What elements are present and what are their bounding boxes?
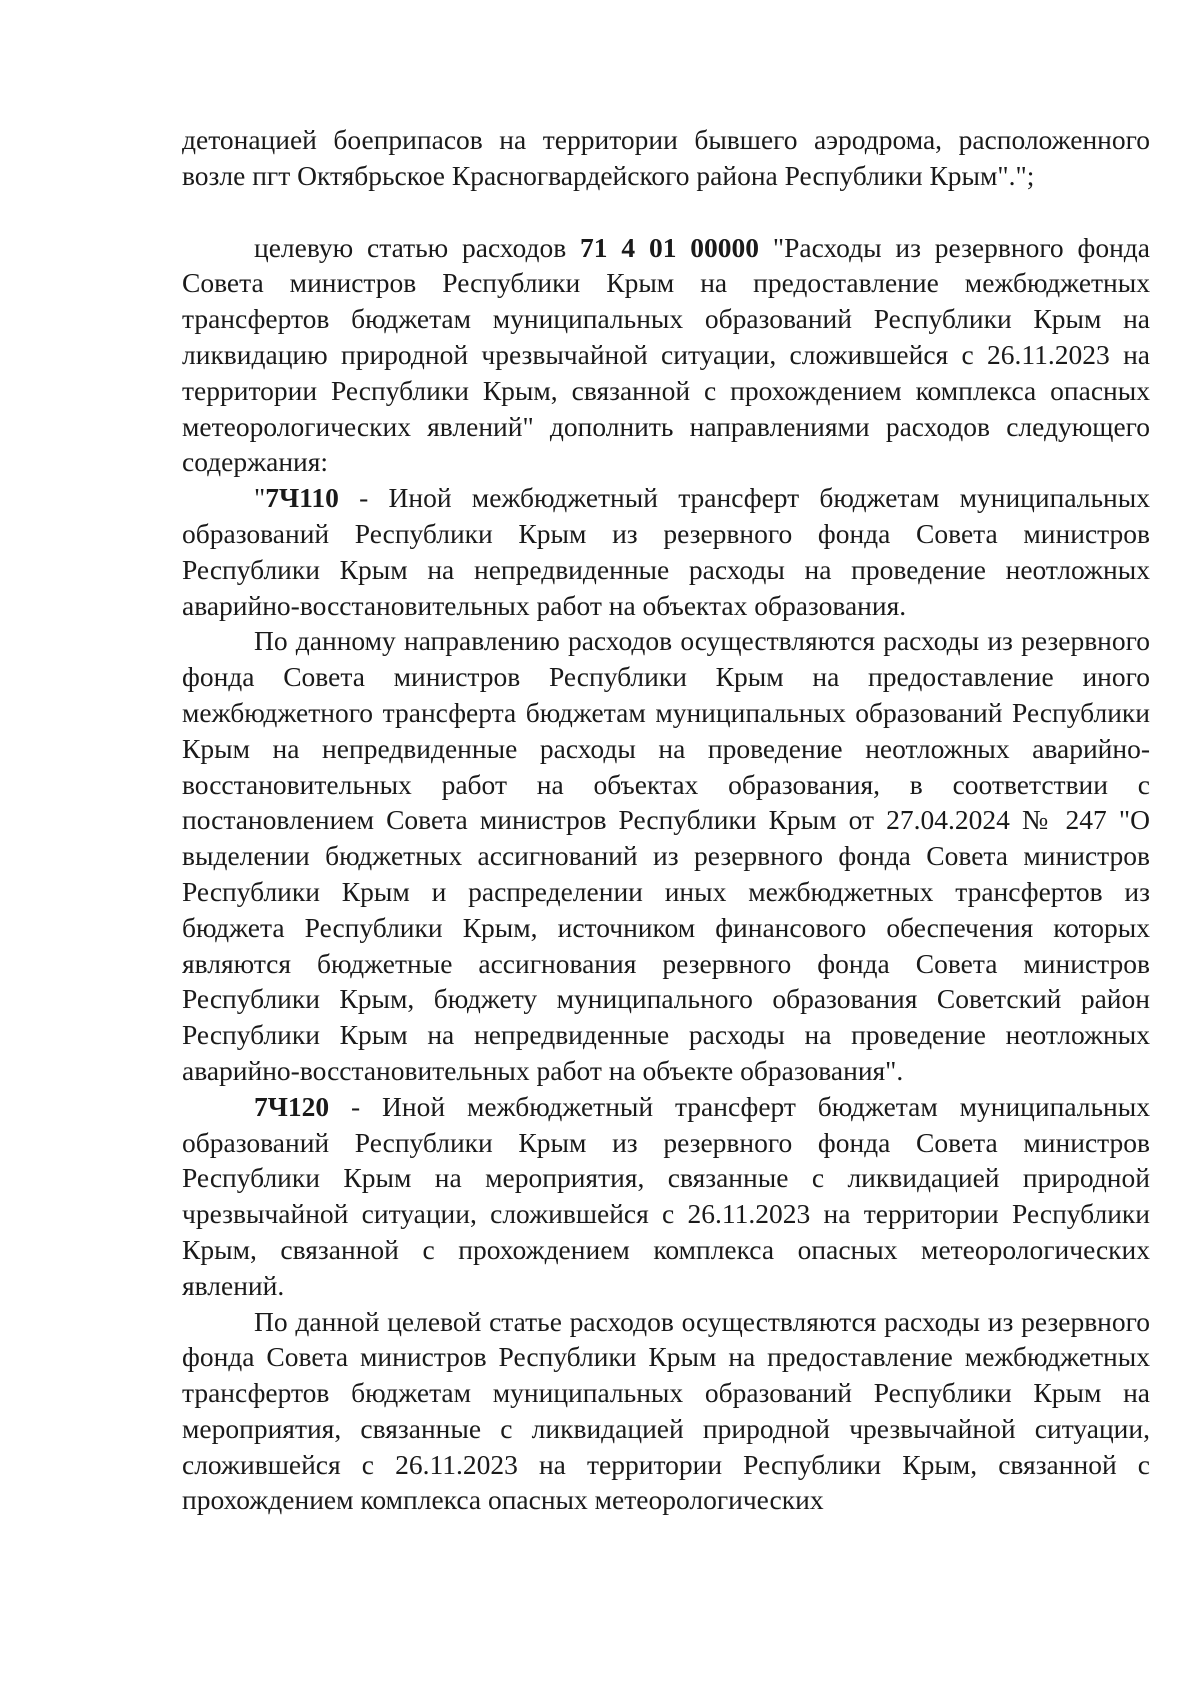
direction-code: 7Ч120 [254,1090,330,1122]
budget-code: 71 4 01 00000 [580,231,760,263]
direction-code: 7Ч110 [265,482,339,514]
paragraph-text: - Иной межбюджетный трансферт бюджетам муниципальных образований Республики Крым из резервного фонда Совета министров Республики Крым на мероприятия, связанные с ликвидацией природной чрезвычайной ситуации, сложившейся с 26.11.2023 на территории Республики Крым, связанной с прохождением комплекса опасных метеорологических явлений. [182,1090,1150,1301]
paragraph-target-article [182,230,1150,481]
paragraph-text: По данной целевой статье расходов осуществляются расходы из резервного фонда Совета министров Республики Крым на предоставление межбюджетных трансфертов бюджетам муниципальных образований Республики Крым на мероприятия, связанные с ликвидацией природной чрезвычайной ситуации, сложившейся с 26.11.2023 на территории Республики Крым, связанной с прохождением комплекса опасных метеорологических [182,1305,1150,1516]
paragraph-aerodrome-continuation [182,122,1150,194]
opening-quote: " [254,482,266,514]
paragraph-text: По данному направлению расходов осуществляются расходы из резервного фонда Совета министров Республики Крым на предоставление иного межбюджетного трансферта бюджетам муниципальных образований Республики Крым на непредвиденные расходы на проведение неотложных аварийно-восстановительных работ на объектах образования, в соответствии с постановлением Совета министров Республики Крым от 27.04.2024 № 247 "О выделении бюджетных ассигнований из резервного фонда Совета министров Республики Крым и распределении иных межбюджетных трансфертов из бюджета Республики Крым, источником финансового обеспечения которых являются бюджетные ассигнования резервного фонда Совета министров Республики Крым, бюджету муниципального образования Советский район Республики Крым на непредвиденные расходы на проведение неотложных аварийно-восстановительных работ на объекте образования". [182,625,1150,1086]
paragraph-direction-7ch110-details [182,623,1150,1088]
paragraph-direction-7ch120 [182,1089,1150,1304]
paragraph-direction-7ch120-details [182,1304,1150,1519]
document-body [182,122,1150,1518]
paragraph-text: "Расходы из резервного фонда Совета министров Республики Крым на предоставление межбюджетных трансфертов бюджетам муниципальных образований Республики Крым на ликвидацию природной чрезвычайной ситуации, сложившейся с 26.11.2023 на территории Республики Крым, связанной с прохождением комплекса опасных метеорологических явлений" дополнить направлениями расходов следующего содержания: [182,231,1150,478]
paragraph-text: - Иной межбюджетный трансферт бюджетам муниципальных образований Республики Крым из резервного фонда Совета министров Республики Крым на непредвиденные расходы на проведение неотложных аварийно-восстановительных работ на объектах образования. [182,482,1150,621]
paragraph-text: детонацией боеприпасов на территории бывшего аэродрома, расположенного возле пгт Октябрьское Красногвардейского района Республики Крым"."; [182,124,1150,191]
paragraph-text-prefix: целевую статью расходов [254,231,581,263]
paragraph-direction-7ch110 [182,480,1150,623]
